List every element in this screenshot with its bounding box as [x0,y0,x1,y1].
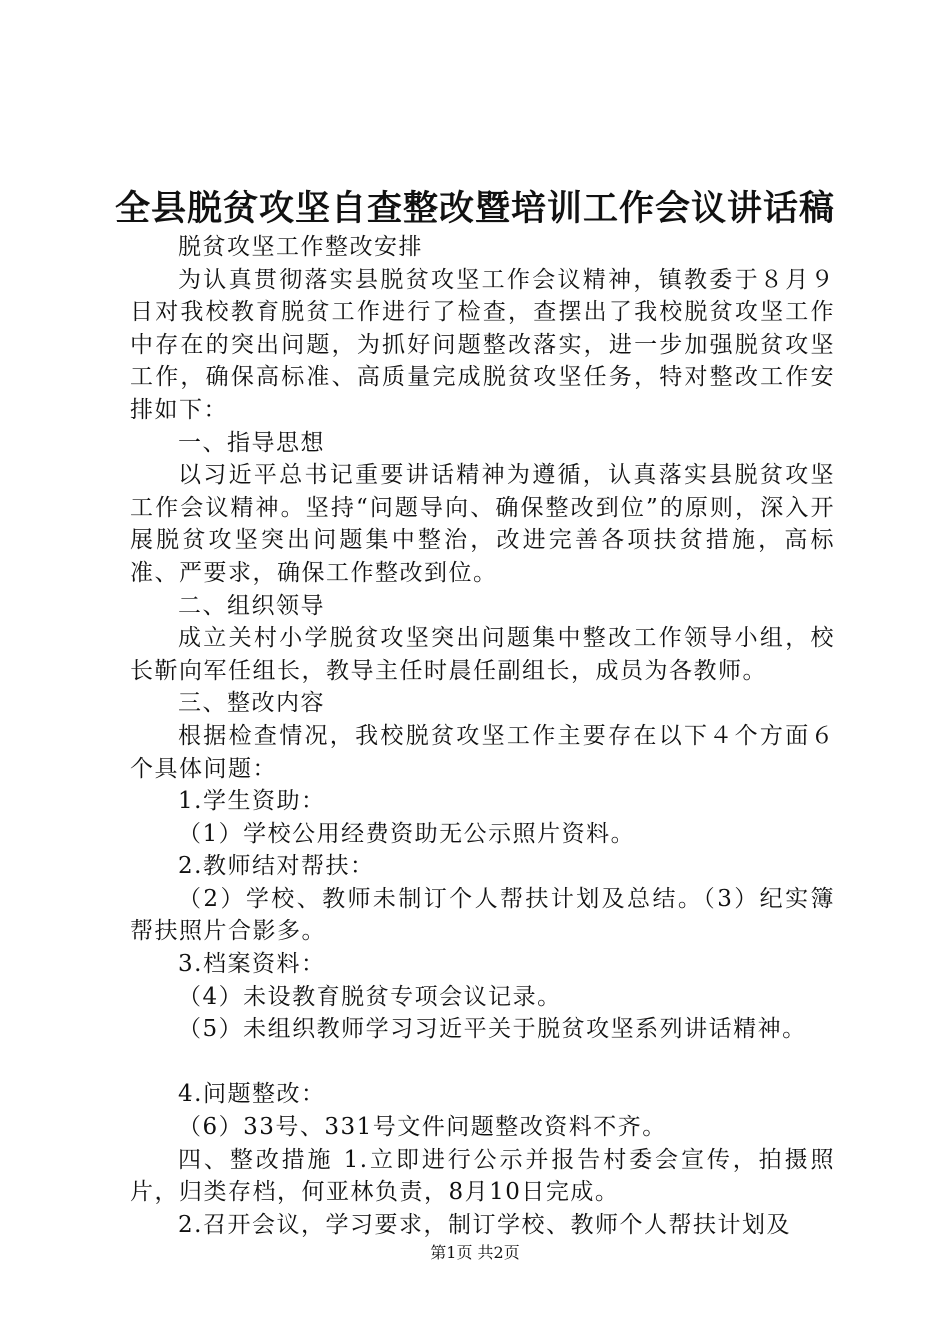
document-title: 全县脱贫攻坚自查整改暨培训工作会议讲话稿 [114,189,835,229]
paragraph-subtitle: 脱贫攻坚工作整改安排 [178,234,423,260]
paragraph-measures-1: 四、整改措施 1.立即进行公示并报告村委会宣传，拍摄照片，归类存档，何亚林负责，8月10日完成。 [130,1146,835,1206]
paragraph-organization: 成立关村小学脱贫攻坚突出问题集中整改工作领导小组，校长靳向军任组长，教导主任时晨任副组长，成员为各教师。 [130,625,835,684]
list-heading-archives: 3.档案资料： [178,951,326,978]
list-item-issue-4: （4）未设教育脱贫专项会议记录。 [178,983,562,1010]
paragraph-rectification-summary: 根据检查情况，我校脱贫攻坚工作主要存在以下４个方面６个具体问题： [130,722,835,782]
heading-guiding-ideology: 一、指导思想 [178,429,325,456]
list-item-issue-6: （6）33号、331号文件问题整改资料不齐。 [178,1114,667,1141]
page-footer: 第1页 共2页 [430,1243,520,1262]
list-item-issue-1: （1）学校公用经费资助无公示照片资料。 [178,820,636,847]
paragraph-intro: 为认真贯彻落实县脱贫攻坚工作会议精神，镇教委于８月９日对我校教育脱贫工作进行了检查，查摆出了我校脱贫攻坚工作中存在的突出问题，为抓好问题整改落实，进一步加强脱贫攻坚工作，确保高标准、高质量完成脱贫攻坚任务，特对整改工作安排如下： [130,266,835,423]
paragraph-measures-2: 2.召开会议，学习要求，制订学校、教师个人帮扶计划及 [178,1211,791,1238]
list-heading-student-aid: 1.学生资助： [178,788,326,815]
document-body [130,231,835,1241]
list-heading-problem-rectification: 4.问题整改： [178,1081,326,1108]
list-item-issue-5: （5）未组织教师学习习近平关于脱贫攻坚系列讲话精神。 [178,1016,807,1043]
list-item-issue-2-3: （2）学校、教师未制订个人帮扶计划及总结。（3）纪实簿帮扶照片合影多。 [130,885,835,945]
list-heading-teacher-support: 2.教师结对帮扶： [178,853,375,880]
heading-rectification-content: 三、整改内容 [178,690,325,717]
paragraph-guiding-ideology: 以习近平总书记重要讲话精神为遵循，认真落实县脱贫攻坚工作会议精神。坚持“问题导向、确保整改到位”的原则，深入开展脱贫攻坚突出问题集中整治，改进完善各项扶贫措施，高标准、严要求，确保工作整改到位。 [130,462,835,586]
heading-organization: 二、组织领导 [178,592,325,619]
